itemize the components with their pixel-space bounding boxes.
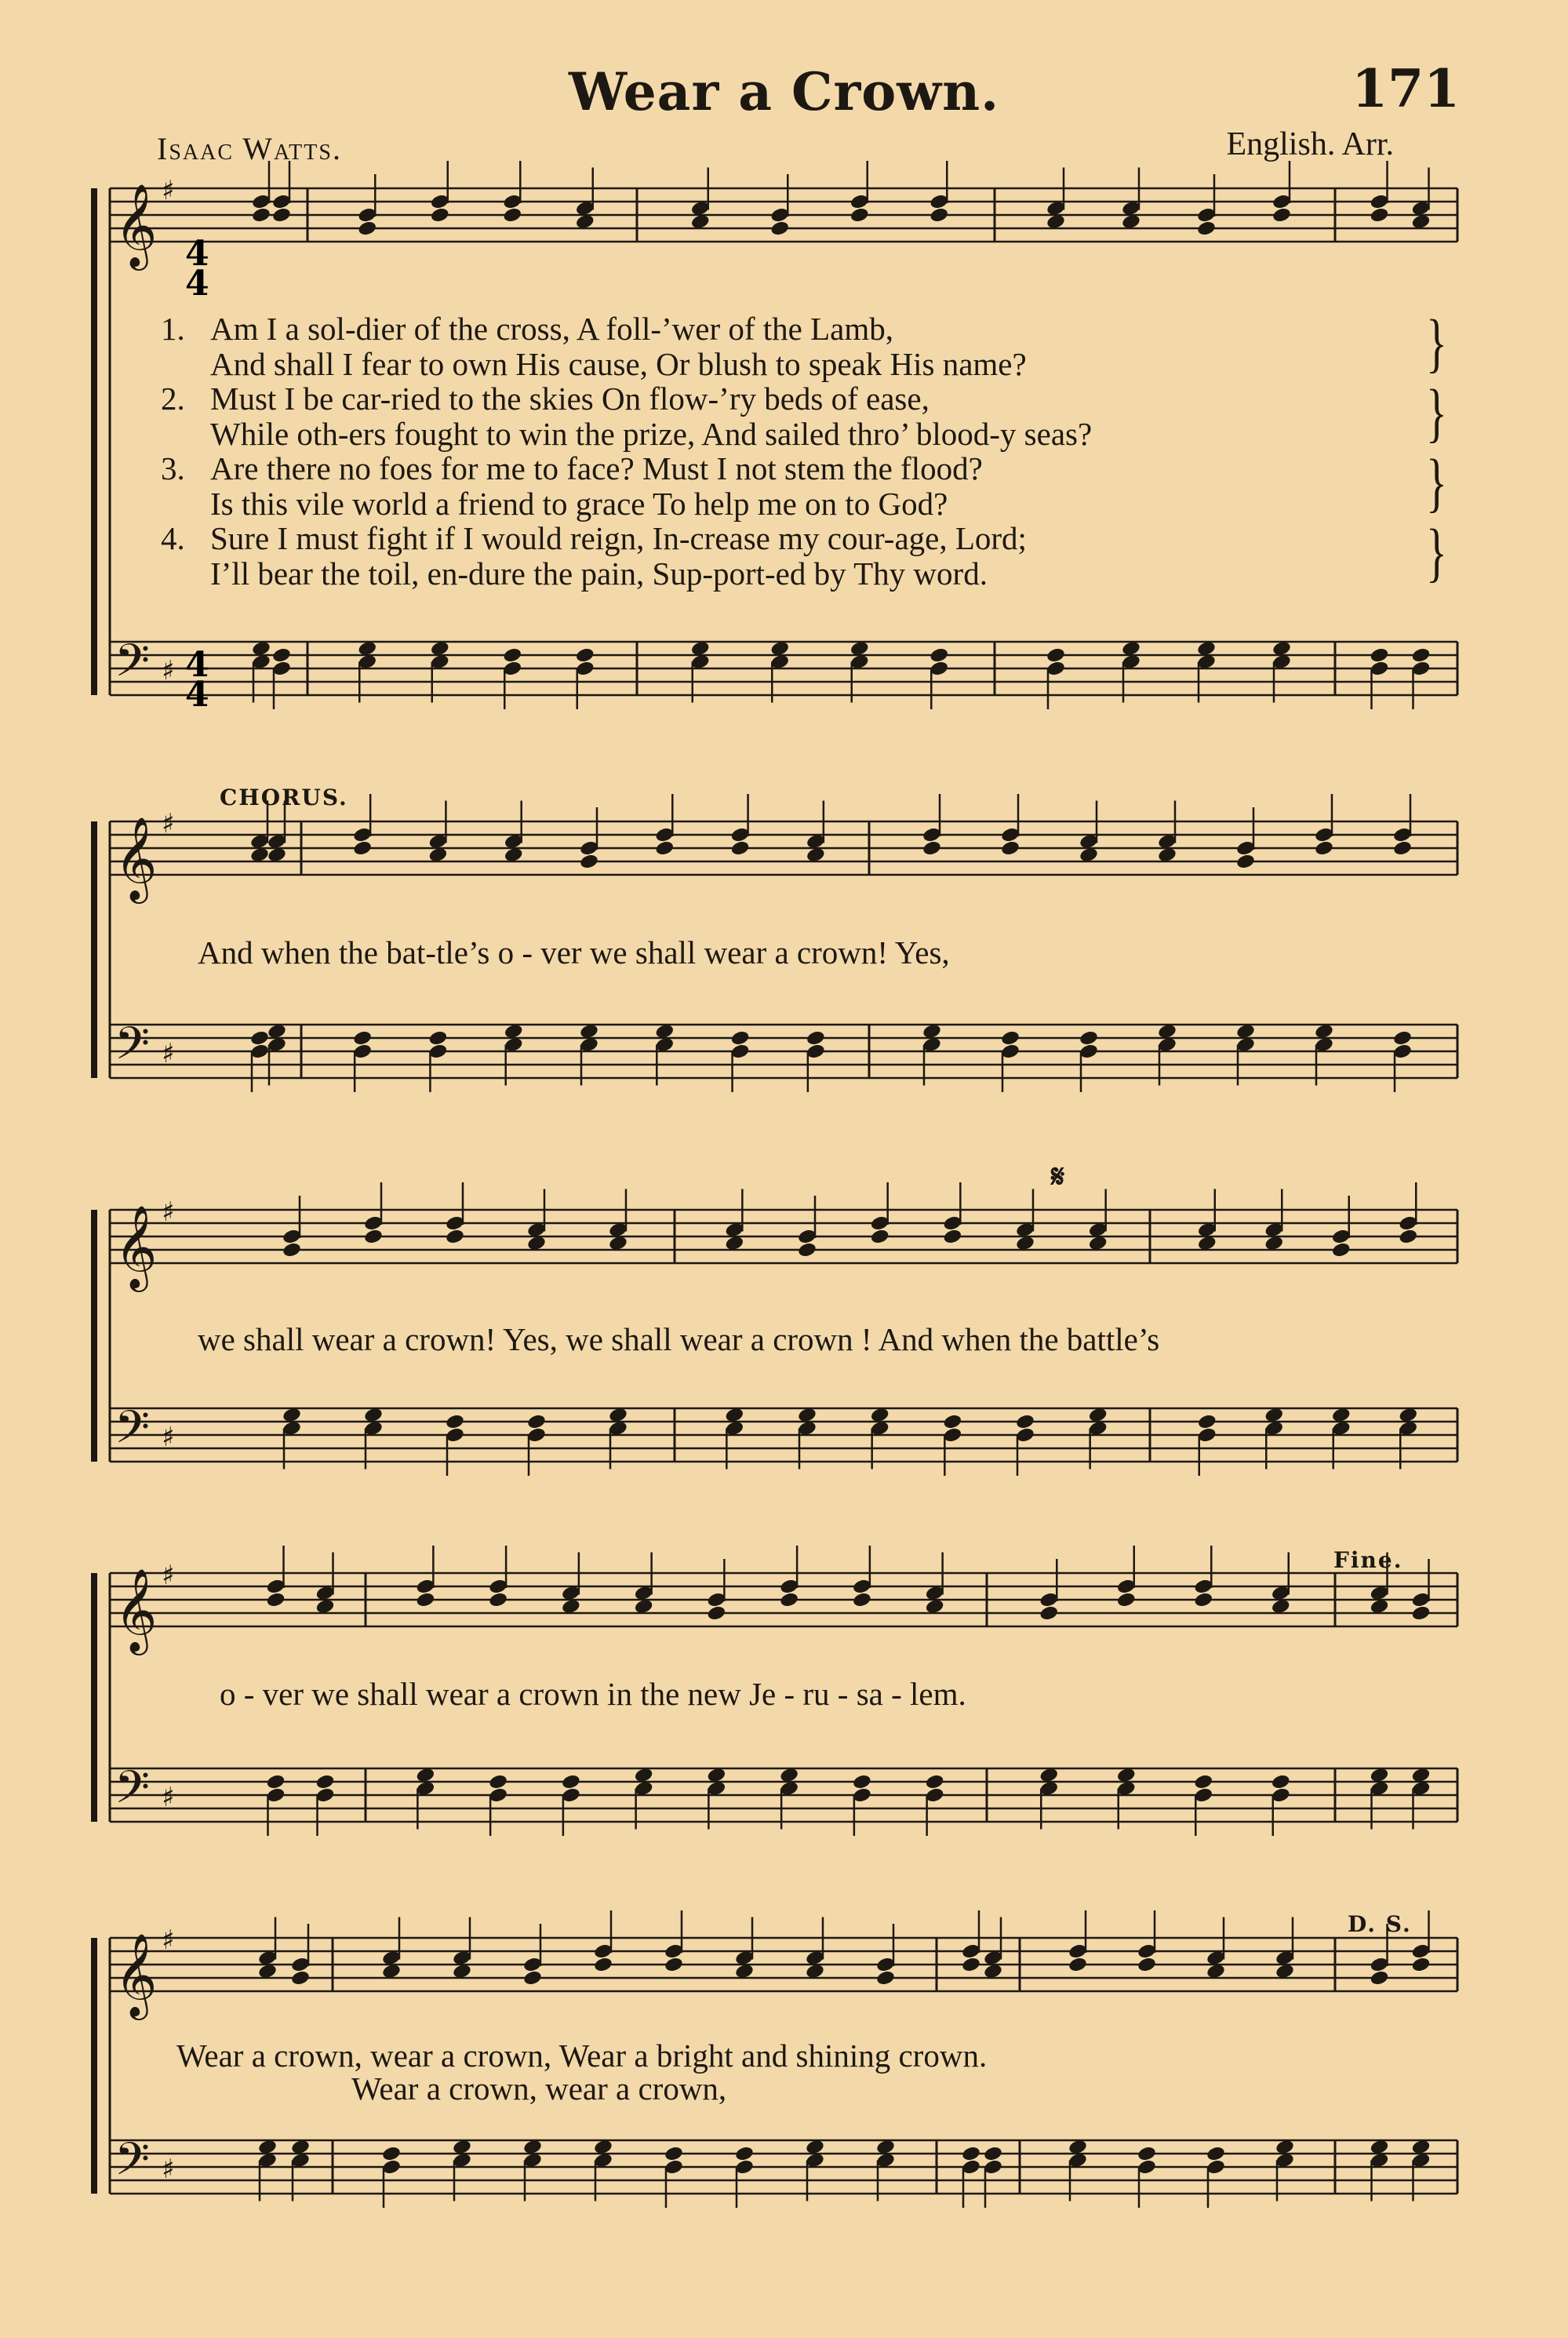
note-head xyxy=(315,1773,336,1790)
note-head xyxy=(806,1029,826,1047)
note-head xyxy=(961,1956,981,1973)
note-head xyxy=(849,206,870,224)
verse-brace: } xyxy=(1426,516,1447,590)
sharp-icon: ♯ xyxy=(162,808,175,839)
note-head xyxy=(363,1228,384,1245)
note-head xyxy=(251,206,271,224)
note-head xyxy=(1314,839,1334,857)
note-head xyxy=(1398,1228,1418,1245)
note-head xyxy=(1271,1773,1291,1790)
fine-marking: Fine. xyxy=(1333,1547,1403,1573)
note-head xyxy=(1370,1969,1390,1987)
bass-clef-icon: 𝄢 xyxy=(115,1017,151,1081)
chorus-lyric-line-3: o - ver we shall wear a crown in the new Je - ru - sa - lem. xyxy=(220,1676,966,1712)
verse-2-label: 2. xyxy=(161,381,185,417)
note-head xyxy=(1197,1413,1217,1430)
note-head xyxy=(870,1228,890,1245)
note-head xyxy=(488,1591,508,1608)
chorus-lyric-line-2: we shall wear a crown! Yes, we shall wear a crown ! And when the battle’s xyxy=(198,1321,1160,1357)
note-head xyxy=(942,1228,962,1245)
verse-3-label: 3. xyxy=(161,450,185,486)
note-head xyxy=(875,1969,896,1987)
note-head xyxy=(1392,839,1413,857)
note-head xyxy=(488,1773,508,1790)
note-head xyxy=(1411,1956,1432,1973)
segno-marking: 𝄋 xyxy=(1051,1158,1067,1195)
time-signature-bottom: 4 xyxy=(185,264,209,304)
verse-2-line-2: While oth-ers fought to win the prize, And sailed thro’ blood-y seas? xyxy=(210,416,1093,452)
page-number: 171 xyxy=(1352,58,1460,119)
note-head xyxy=(266,1773,286,1790)
note-head xyxy=(1370,206,1390,224)
note-head xyxy=(942,1413,962,1430)
note-head xyxy=(249,1029,270,1047)
note-head xyxy=(797,1241,817,1258)
note-head xyxy=(922,839,942,857)
note-head xyxy=(1196,220,1217,237)
sharp-icon: ♯ xyxy=(162,1560,175,1591)
note-head xyxy=(561,1773,581,1790)
note-head xyxy=(654,839,675,857)
note-head xyxy=(271,646,292,664)
note-head xyxy=(1039,1604,1059,1622)
note-head xyxy=(1000,839,1020,857)
note-head xyxy=(1370,646,1390,664)
note-head xyxy=(428,1029,449,1047)
note-head xyxy=(1193,1773,1213,1790)
note-head xyxy=(1000,1029,1020,1047)
note-head xyxy=(1331,1241,1352,1258)
note-head xyxy=(1235,853,1256,870)
note-head xyxy=(579,853,599,870)
note-head xyxy=(852,1591,872,1608)
note-head xyxy=(929,646,949,664)
note-head xyxy=(266,1591,286,1608)
note-head xyxy=(575,646,595,664)
note-head xyxy=(1068,1956,1088,1973)
time-signature-top: 4 xyxy=(185,234,209,274)
note-head xyxy=(730,1029,751,1047)
note-head xyxy=(706,1604,726,1622)
note-head xyxy=(271,206,292,224)
note-head xyxy=(769,220,790,237)
note-head xyxy=(1079,1029,1099,1047)
note-head xyxy=(1271,206,1292,224)
sharp-icon: ♯ xyxy=(162,1196,175,1228)
treble-clef-icon: 𝄞 xyxy=(115,816,158,900)
verse-1-line-2: And shall I fear to own His cause, Or blush to speak His name? xyxy=(210,346,1027,382)
note-head xyxy=(290,1969,311,1987)
note-head xyxy=(961,2145,981,2162)
verse-brace: } xyxy=(1426,377,1447,450)
hymn-title: Wear a Crown. xyxy=(568,61,1000,122)
chorus-lyric-line-1: And when the bat-tle’s o - ver we shall wear a crown! Yes, xyxy=(198,934,950,971)
sharp-icon: ♯ xyxy=(162,175,175,206)
note-head xyxy=(664,2145,684,2162)
note-head xyxy=(1411,1604,1432,1622)
note-head xyxy=(1116,1591,1137,1608)
note-head xyxy=(664,1956,684,1973)
note-head xyxy=(983,2145,1003,2162)
verse-2-line-1: Must I be car-ried to the skies On flow-’ry beds of ease, xyxy=(210,381,930,417)
note-head xyxy=(1137,1956,1157,1973)
note-head xyxy=(1193,1591,1213,1608)
verse-4-line-2: I’ll bear the toil, en-dure the pain, Sup-port-ed by Thy word. xyxy=(210,555,988,592)
verse-1-line-1: Am I a sol-dier of the cross, A foll-’wer of the Lamb, xyxy=(210,311,894,347)
note-head xyxy=(381,2145,402,2162)
note-head xyxy=(526,1413,547,1430)
author-credit: Isaac Watts. xyxy=(157,131,342,166)
chorus-lyric-line-4: Wear a crown, wear a crown, Wear a bright and shining crown. xyxy=(176,2038,988,2074)
bass-clef-icon: 𝄢 xyxy=(115,1400,151,1465)
treble-clef-icon: 𝄞 xyxy=(115,183,158,267)
note-head xyxy=(852,1773,872,1790)
note-head xyxy=(352,839,373,857)
note-head xyxy=(445,1413,465,1430)
note-head xyxy=(1206,2145,1226,2162)
note-head xyxy=(734,2145,755,2162)
bass-clef-icon: 𝄢 xyxy=(115,634,151,698)
bass-clef-icon: 𝄢 xyxy=(115,1761,151,1825)
time-signature-bottom: 4 xyxy=(185,675,209,715)
sharp-icon: ♯ xyxy=(162,2154,175,2185)
sharp-icon: ♯ xyxy=(162,1038,175,1069)
verse-1-label: 1. xyxy=(161,311,185,347)
verse-brace: } xyxy=(1426,307,1447,381)
verse-4-line-1: Sure I must fight if I would reign, In-crease my cour-age, Lord; xyxy=(210,520,1027,556)
note-head xyxy=(1046,646,1066,664)
note-head xyxy=(1137,2145,1157,2162)
note-head xyxy=(522,1969,543,1987)
verse-3-line-1: Are there no foes for me to face? Must I not stem the flood? xyxy=(210,450,983,486)
note-head xyxy=(925,1773,945,1790)
verse-brace: } xyxy=(1426,446,1447,520)
treble-clef-icon: 𝄞 xyxy=(115,1204,158,1288)
verse-4-label: 4. xyxy=(161,520,185,556)
sharp-icon: ♯ xyxy=(162,1782,175,1813)
note-head xyxy=(1392,1029,1413,1047)
note-head xyxy=(352,1029,373,1047)
note-head xyxy=(779,1591,799,1608)
bass-clef-icon: 𝄢 xyxy=(115,2132,151,2197)
verse-3-line-2: Is this vile world a friend to grace To help me on to God? xyxy=(210,486,948,522)
note-head xyxy=(593,1956,613,1973)
treble-clef-icon: 𝄞 xyxy=(115,1932,158,2016)
note-head xyxy=(929,206,949,224)
note-head xyxy=(282,1241,302,1258)
note-head xyxy=(730,839,751,857)
note-head xyxy=(502,206,522,224)
note-head xyxy=(430,206,450,224)
note-head xyxy=(502,646,522,664)
note-head xyxy=(357,220,377,237)
arranger-credit: English. Arr. xyxy=(1226,126,1394,162)
time-signature-top: 4 xyxy=(185,645,209,685)
note-head xyxy=(1411,646,1432,664)
chorus-marking: CHORUS. xyxy=(220,785,348,810)
note-head xyxy=(415,1591,435,1608)
chorus-lyric-line-5: Wear a crown, wear a crown, xyxy=(351,2070,727,2107)
sharp-icon: ♯ xyxy=(162,655,175,686)
sharp-icon: ♯ xyxy=(162,1925,175,1956)
note-head xyxy=(445,1228,465,1245)
treble-clef-icon: 𝄞 xyxy=(115,1568,158,1652)
note-head xyxy=(1015,1413,1035,1430)
ds-marking: D. S. xyxy=(1348,1911,1412,1937)
sharp-icon: ♯ xyxy=(162,1422,175,1453)
